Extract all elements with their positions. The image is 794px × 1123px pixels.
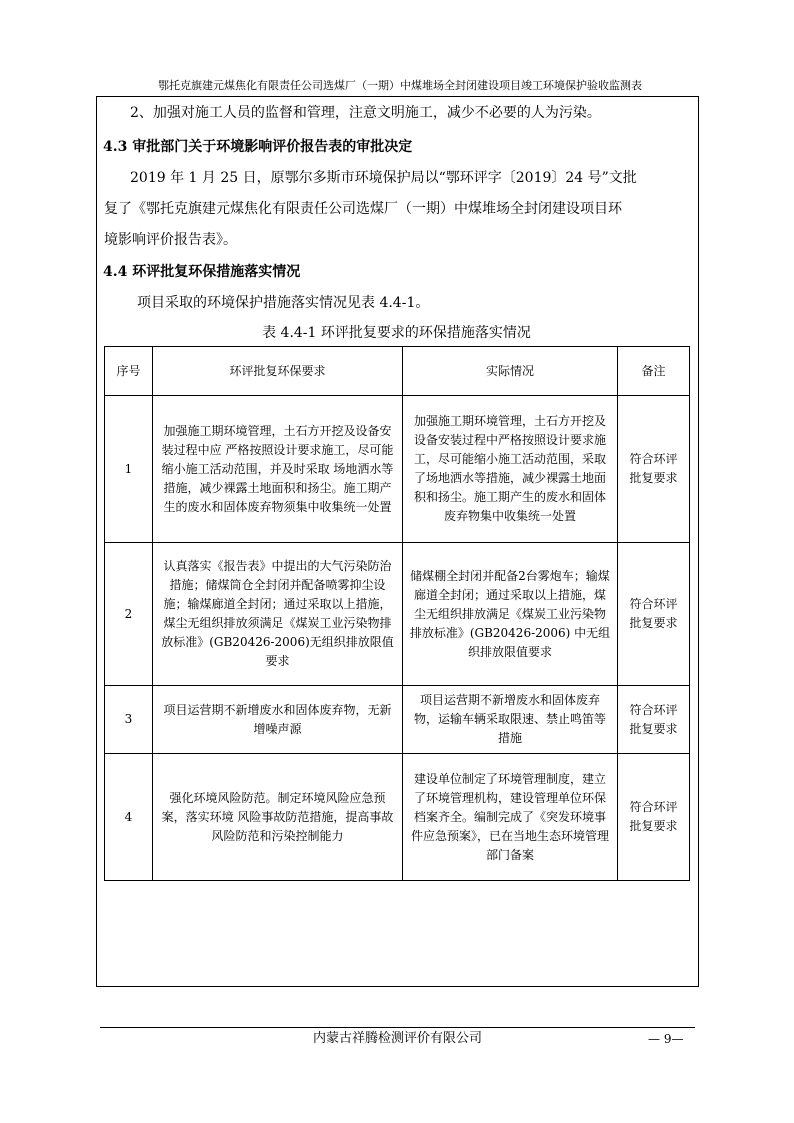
cell-no: 4 xyxy=(105,754,153,881)
requirement-text: 认真落实《报告表》中提出的大气污染防治措施；储煤筒仓全封闭并配备喷雾抑尘设施；输煤廊道全封闭；通过采取以上措施，煤尘无组织排放须满足《煤炭工业污染物排放标准》(GB20426-2006)无组织排放限值要求 xyxy=(161,559,394,668)
document-header: 鄂托克旗建元煤焦化有限责任公司选煤厂（一期）中煤堆场全封闭建设项目竣工环境保护验收监测表 xyxy=(158,79,642,92)
table-row xyxy=(105,396,690,543)
column-header-requirement: 环评批复环保要求 xyxy=(153,347,403,396)
actual-text: 储煤棚全封闭并配备2台雾炮车；输煤廊道全封闭；通过采取以上措施，煤尘无组织排放满足《煤炭工业污染物排放标准》(GB20426-2006) 中无组织排放限值要求 xyxy=(409,568,611,659)
cell-requirement xyxy=(153,754,403,881)
table-caption: 表 4.4-1 环评批复要求的环保措施落实情况 xyxy=(262,325,531,341)
intro-item: 2、加强对施工人员的监督和管理，注意文明施工，减少不必要的人为污染。 xyxy=(130,105,601,121)
cell-requirement xyxy=(153,686,403,754)
cell-remark: 符合环评批复要求 xyxy=(618,396,690,543)
cell-no: 2 xyxy=(105,543,153,686)
footer-rule xyxy=(100,1027,695,1028)
actual-text: 加强施工期环境管理，土石方开挖及设备安装过程中严格按照设计要求施工，尽可能缩小施工活动范围，采取了场地洒水等措施，减少裸露土地面积和扬尘。施工期产生的废水和固体废弃物集中收集统一处置 xyxy=(413,414,606,523)
table-row xyxy=(105,543,690,686)
cell-actual xyxy=(403,754,618,881)
measures-table xyxy=(104,346,690,881)
cell-remark: 符合环评批复要求 xyxy=(618,754,690,881)
column-header-remark: 备注 xyxy=(618,347,690,396)
section-4-3-line-3: 境影响评价报告表》。 xyxy=(104,232,237,248)
cell-remark: 符合环评批复要求 xyxy=(618,543,690,686)
cell-actual xyxy=(403,543,618,686)
cell-requirement xyxy=(153,543,403,686)
actual-text: 建设单位制定了环境管理制度，建立了环境管理机构，建设管理单位环保档案齐全。编制完成了《突发环境事件应急预案》，已在当地生态环境管理部门备案 xyxy=(410,771,609,862)
section-4-3-line-2: 复了《鄂托克旗建元煤焦化有限责任公司选煤厂（一期）中煤堆场全封闭建设项目环 xyxy=(104,201,622,217)
section-4-4-intro: 项目采取的环境保护措施落实情况见表 4.4-1。 xyxy=(137,295,430,311)
table-header-row xyxy=(105,347,690,396)
table-row xyxy=(105,754,690,881)
section-4-3-line-1: 2019 年 1 月 25 日，原鄂尔多斯市环境保护局以“鄂环评字〔2019〕24 号”文批 xyxy=(130,170,637,186)
cell-requirement xyxy=(153,396,403,543)
page-number: — 9— xyxy=(648,1032,684,1046)
footer-company: 内蒙古祥腾检测评价有限公司 xyxy=(312,1031,482,1046)
actual-text: 项目运营期不新增废水和固体废弃物，运输车辆采取限速、禁止鸣笛等措施 xyxy=(413,693,606,745)
column-header-actual: 实际情况 xyxy=(403,347,618,396)
cell-no: 3 xyxy=(105,686,153,754)
table-row xyxy=(105,686,690,754)
requirement-text: 项目运营期不新增废水和固体废弃物，无新增噪声源 xyxy=(163,702,392,736)
section-4-3-heading: 4.3 审批部门关于环境影响评价报告表的审批决定 xyxy=(103,139,413,155)
section-4-4-heading: 4.4 环评批复环保措施落实情况 xyxy=(103,264,301,280)
requirement-text: 加强施工期环境管理，土石方开挖及设备安装过程中应 严格按照设计要求施工，尽可能缩小施工活动范围，并及时采取 场地洒水等措施，减少裸露土地面积和扬尘。施工期产生的废水和固体废弃物须集中收集统一处置 xyxy=(161,423,394,514)
requirement-text: 强化环境风险防范。制定环境风险应急预案，落实环境 风险事故防范措施，提高事故风险防范和污染控制能力 xyxy=(161,790,394,843)
cell-remark: 符合环评批复要求 xyxy=(618,686,690,754)
cell-actual xyxy=(403,686,618,754)
cell-no: 1 xyxy=(105,396,153,543)
cell-actual xyxy=(403,396,618,543)
column-header-no: 序号 xyxy=(105,347,153,396)
